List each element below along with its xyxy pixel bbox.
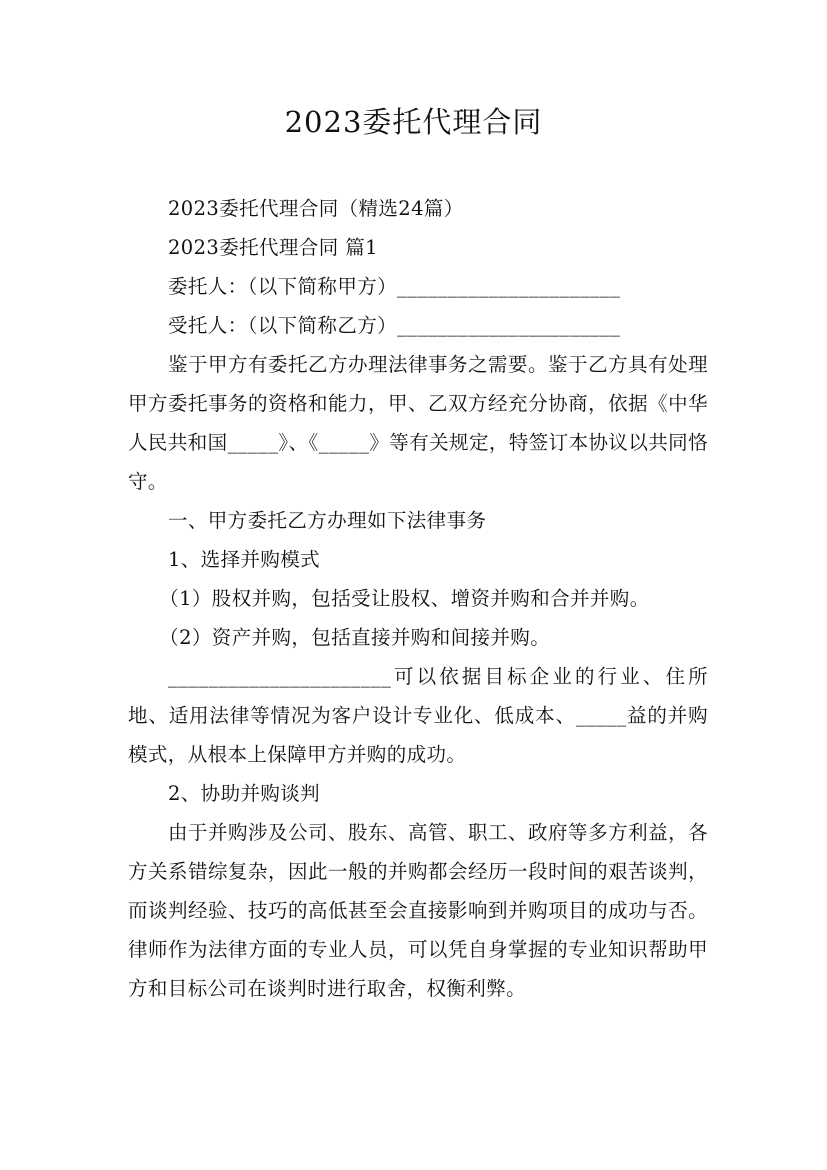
preamble-paragraph: 鉴于甲方有委托乙方办理法律事务之需要。鉴于乙方具有处理甲方委托事务的资格和能力，甲、乙双方经充分协商，依据《中华人民共和国_____》、《_____》等有关规定，特签订本协议以共同恪守。 xyxy=(128,353,708,493)
list-item-equity-merger: （1）股权并购，包括受让股权、增资并购和合并并购。 xyxy=(159,587,650,610)
principal-line: 委托人：（以下简称甲方）______________________ xyxy=(167,275,621,298)
negotiation-paragraph: 由于并购涉及公司、股东、高管、职工、政府等多方利益，各方关系错综复杂，因此一般的并购都会经历一段时间的艰苦谈判，而谈判经验、技巧的高低甚至会直接影响到并购项目的成功与否。律师作为法律方面的专业人员，可以凭自身掌握的专业知识帮助甲方和目标公司在谈判时进行取舍，权衡利弊。 xyxy=(128,821,708,1000)
document-title: 2023委托代理合同 xyxy=(284,105,543,139)
subclause-heading-2: 2、协助并购谈判 xyxy=(167,782,321,805)
agent-line: 受托人：（以下简称乙方）______________________ xyxy=(167,314,621,337)
subtitle-paragraph: 2023委托代理合同（精选24篇） xyxy=(167,197,464,220)
document-body xyxy=(128,189,708,1008)
clause-heading-1: 一、甲方委托乙方办理如下法律事务 xyxy=(167,509,487,532)
section-heading-1: 2023委托代理合同 篇1 xyxy=(167,236,378,259)
subclause-heading-1: 1、选择并购模式 xyxy=(167,548,321,571)
list-item-asset-merger: （2）资产并购，包括直接并购和间接并购。 xyxy=(159,626,551,649)
merger-mode-paragraph: ______________________可以依据目标企业的行业、住所地、适用法律等情况为客户设计专业化、低成本、_____益的并购模式，从根本上保障甲方并购的成功。 xyxy=(128,665,708,766)
